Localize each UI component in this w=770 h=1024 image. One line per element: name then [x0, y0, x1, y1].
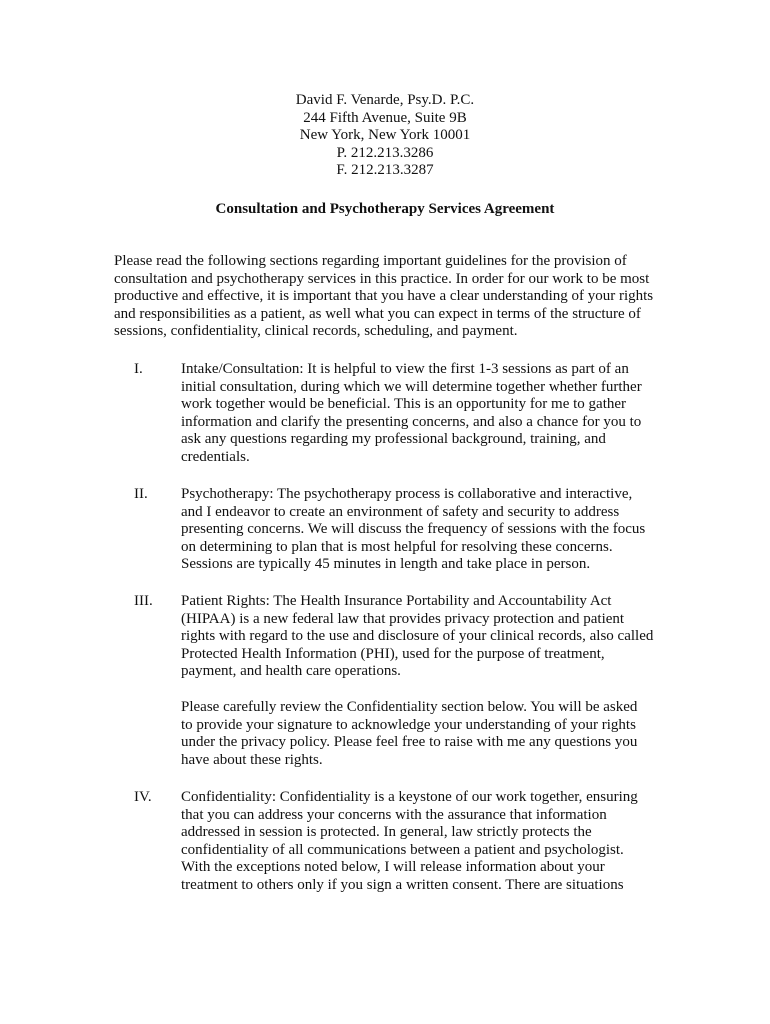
- section-line: Psychotherapy: The psychotherapy process is collaborative and interactive,: [181, 486, 633, 502]
- intro-line: productive and effective, it is important that you have a clear understanding of your rights: [114, 288, 654, 305]
- section-line: Intake/Consultation: It is helpful to view the first 1-3 sessions as part of an: [181, 361, 629, 377]
- letterhead: [0, 92, 770, 180]
- practice-name: David F. Venarde, Psy.D. P.C.: [295, 92, 475, 108]
- section-text: [181, 789, 671, 895]
- document-title: Consultation and Psychotherapy Services Agreement: [215, 201, 555, 217]
- section-line: Sessions are typically 45 minutes in length and take place in person.: [181, 556, 591, 573]
- section-line: credentials.: [181, 448, 250, 465]
- section-line: presenting concerns. We will discuss the frequency of sessions with the focus: [181, 521, 646, 538]
- section-line: to provide your signature to acknowledge your understanding of your rights: [181, 716, 636, 733]
- section-line: Confidentiality: Confidentiality is a keystone of our work together, ensuring: [181, 789, 638, 805]
- section-line: ask any questions regarding my professional background, training, and: [181, 431, 606, 448]
- intro-line: and responsibilities as a patient, as well what you can expect in terms of the structure of: [114, 305, 641, 322]
- section-line: initial consultation, during which we will determine together whether further: [181, 378, 642, 395]
- intro-line: consultation and psychotherapy services in this practice. In order for our work to be most: [114, 270, 650, 287]
- street-address: 244 Fifth Avenue, Suite 9B: [303, 109, 467, 126]
- section-text: [181, 486, 671, 574]
- section-line: rights with regard to the use and disclosure of your clinical records, also called: [181, 628, 654, 645]
- section-line: have about these rights.: [181, 751, 323, 768]
- section-line: With the exceptions noted below, I will release information about your: [181, 859, 605, 876]
- section-line: confidentiality of all communications between a patient and psychologist.: [181, 841, 624, 858]
- section-line: Patient Rights: The Health Insurance Portability and Accountability Act: [181, 593, 612, 609]
- fax-number: F. 212.213.3287: [336, 162, 434, 179]
- section-numeral: II.: [134, 486, 148, 502]
- section-numeral: III.: [134, 593, 153, 609]
- section-text: [181, 593, 671, 681]
- section-line: payment, and health care operations.: [181, 663, 401, 680]
- section-numeral: I.: [134, 361, 143, 377]
- section-line: Please carefully review the Confidentiality section below. You will be asked: [181, 699, 638, 715]
- section-line: (HIPAA) is a new federal law that provides privacy protection and patient: [181, 610, 625, 627]
- section-text-continued: [181, 699, 671, 769]
- section-line: information and clarify the presenting concerns, and also a chance for you to: [181, 413, 642, 430]
- section-line: on determining to plan that is most helpful for resolving these concerns.: [181, 538, 613, 555]
- section-numeral: IV.: [134, 789, 152, 805]
- section-line: work together would be beneficial. This is an opportunity for me to gather: [181, 396, 627, 413]
- phone-number: P. 212.213.3286: [336, 144, 434, 161]
- intro-paragraph: [114, 253, 674, 341]
- section-text: [181, 361, 671, 467]
- section-line: addressed in session is protected. In general, law strictly protects the: [181, 824, 592, 841]
- intro-line: sessions, confidentiality, clinical records, scheduling, and payment.: [114, 323, 518, 340]
- intro-line: Please read the following sections regarding important guidelines for the provision of: [114, 253, 627, 269]
- section-line: and I endeavor to create an environment of safety and security to address: [181, 503, 620, 520]
- section-line: that you can address your concerns with the assurance that information: [181, 806, 607, 823]
- section-line: Protected Health Information (PHI), used for the purpose of treatment,: [181, 645, 605, 662]
- section-line: under the privacy policy. Please feel free to raise with me any questions you: [181, 734, 638, 751]
- city-state-zip: New York, New York 10001: [299, 127, 471, 144]
- section-line: treatment to others only if you sign a written consent. There are situations: [181, 876, 624, 893]
